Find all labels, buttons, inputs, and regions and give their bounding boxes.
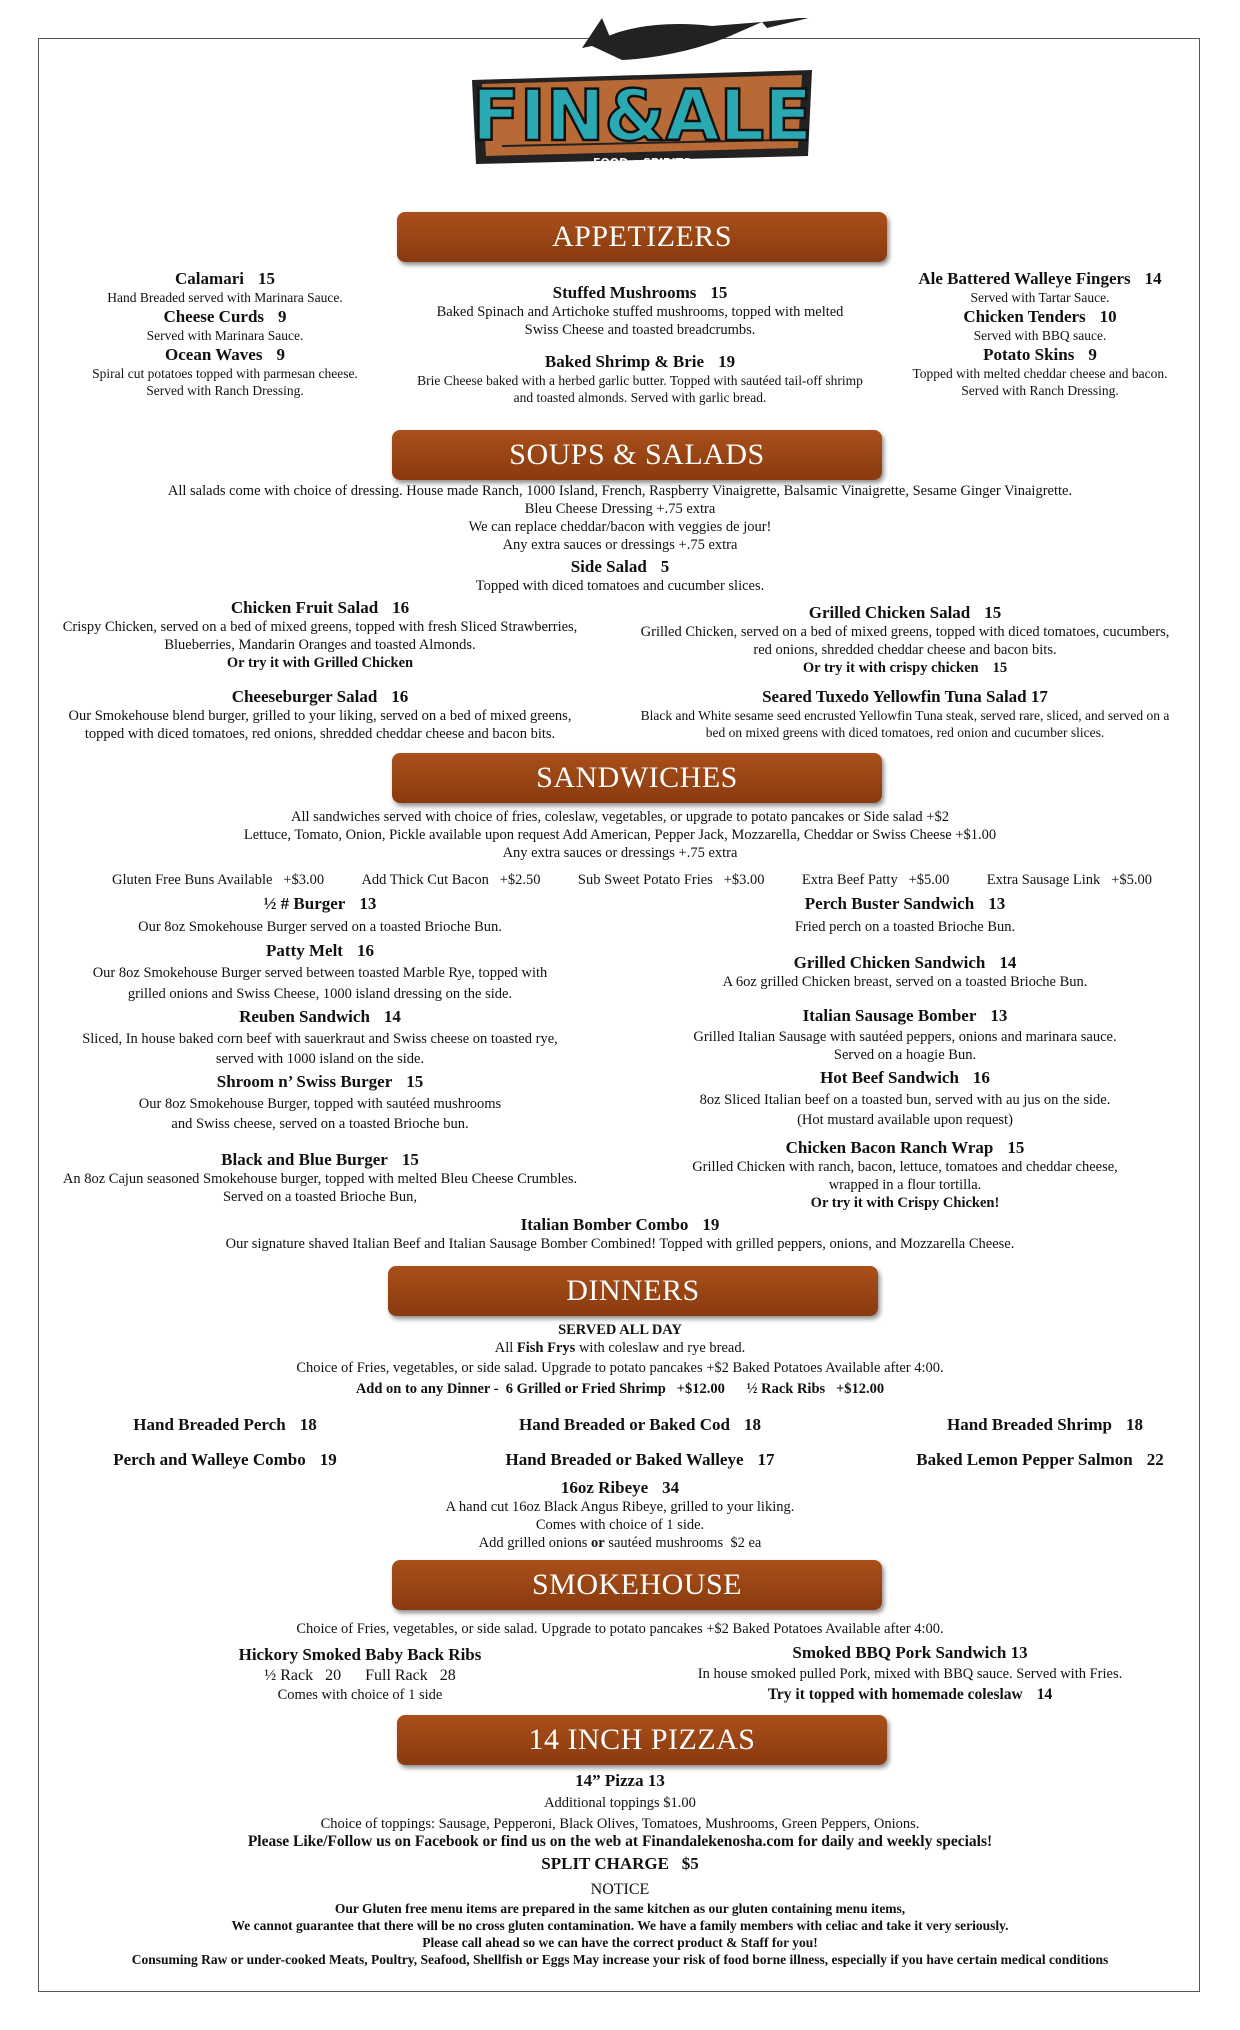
appetizers-banner: APPETIZERS [397, 212, 887, 262]
lemon-pepper-salmon: Baked Lemon Pepper Salmon 22 [916, 1450, 1164, 1469]
walleye-fingers-desc: Served with Tartar Sauce. [970, 290, 1110, 305]
appetizers-center-column [400, 282, 880, 406]
walleye-fingers-item: Ale Battered Walleye Fingers 14 [918, 269, 1162, 288]
chicken-tenders-item: Chicken Tenders 10 [963, 307, 1117, 326]
breaded-or-baked-cod: Hand Breaded or Baked Cod 18 [519, 1415, 761, 1434]
potato-skins-item: Potato Skins 9 [983, 345, 1097, 364]
side-salad-item: Side Salad 5 [570, 557, 670, 576]
potato-skins-desc: Topped with melted cheddar cheese and bacon. [912, 366, 1168, 381]
sandwiches-right-column: Perch Buster Sandwich 13 Fried perch on a toasted Brioche Bun. Grilled Chicken Sandwich 14 A 6oz grilled Chicken breast, served on a toasted Brioche Bun. Italian Sausage Bomber 13 Grilled Italian Sausage with sautéed peppers, onions and marinara sauce. Served on a hoagie Bun. Hot Beef Sandwich 16 8oz Sliced Italian beef on a toasted bun, served with au jus on the side. (Hot mustard available upon request) Chicken Bacon Ranch Wrap 15 Grilled Chicken with ranch, bacon, lettuce, tomatoes and cheddar cheese, wrapped in a flour tortilla. Or try it with Crispy Chicken! [692, 894, 1118, 1211]
perch-walleye-combo: Perch and Walleye Combo 19 [113, 1450, 337, 1469]
notice-section: NOTICE Our Gluten free menu items are prepared in the same kitchen as our gluten containing menu items, We cannot guarantee that there will be no cross gluten contamination. We have a family members with celiac and take it very seriously. Please call ahead so we can have the correct product & Staff for you! Consuming Raw or under-cooked Meats, Poultry, Seafood, Shellfish or Eggs May increase your risk of food borne illness, especially if you have certain medical conditions [131, 1881, 1109, 1967]
ocean-waves-item: Ocean Waves 9 [165, 345, 285, 364]
grilled-chicken-salad: Grilled Chicken Salad 15 Grilled Chicken, served on a bed of mixed greens, topped with diced tomatoes, cucumbers, red onions, shredded cheddar cheese and bacon bits. Or try it with crispy chicken 15 [640, 603, 1170, 676]
chicken-tenders-desc: Served with BBQ sauce. [973, 328, 1107, 343]
bbq-pork-sandwich: Smoked BBQ Pork Sandwich 13 In house smoked pulled Pork, mixed with BBQ sauce. Served with Fries. Try it topped with homemade coleslaw 14 [697, 1643, 1123, 1703]
sandwiches-left-column: ½ # Burger 13 Our 8oz Smokehouse Burger served on a toasted Brioche Bun. Patty Melt 16 Our 8oz Smokehouse Burger served between toasted Marble Rye, topped with grilled onions and Swiss Cheese, 1000 island dressing on the side. Reuben Sandwich 14 Sliced, In house baked corn beef with sauerkraut and Swiss cheese on toasted rye, served with 1000 island on the side. Shroom n’ Swiss Burger 15 Our 8oz Smokehouse Burger, topped with sautéed mushrooms and Swiss cheese, served on a toasted Brioche bun. Black and Blue Burger 15 An 8oz Cajun seasoned Smokehouse burger, topped with melted Bleu Cheese Crumbles. Served on a toasted Brioche Bun, [62, 894, 578, 1205]
smokehouse-banner: SMOKEHOUSE [392, 1560, 882, 1610]
pizzas-banner: 14 INCH PIZZAS [397, 1715, 887, 1765]
hand-breaded-perch: Hand Breaded Perch 18 [133, 1415, 317, 1434]
breaded-or-baked-walleye: Hand Breaded or Baked Walleye 17 [505, 1450, 775, 1469]
hand-breaded-shrimp: Hand Breaded Shrimp 18 [946, 1415, 1143, 1434]
dinners-banner: DINNERS [388, 1266, 878, 1316]
svg-text:FOOD • SPIRITS: FOOD • SPIRITS [592, 156, 692, 169]
sandwiches-banner: SANDWICHES [392, 753, 882, 803]
shrimp-brie-desc: Brie Cheese baked with a herbed garlic butter. Topped with sautéed tail-off shrimp [417, 373, 863, 388]
cheese-curds-desc: Served with Marinara Sauce. [146, 328, 304, 343]
pizza-item: 14” Pizza 13 [575, 1771, 665, 1790]
italian-bomber-combo: Italian Bomber Combo 19 Our signature shaved Italian Beef and Italian Sausage Bomber Combined! Topped with grilled peppers, onions, and Mozzarella Cheese. [225, 1215, 1015, 1252]
svg-text:FIN&ALE: FIN&ALE [471, 75, 813, 157]
calamari-item: Calamari 15 [175, 269, 275, 288]
sandwiches-intro: All sandwiches served with choice of fries, coleslaw, vegetables, or upgrade to potato pancakes or Side salad +$2 Lettuce, Tomato, Onion, Pickle available upon request Add American, Pepper Jack, Mozzarella, Cheddar or Swiss Cheese +$1.00 Any extra sauces or dressings +.75 extra [243, 809, 997, 861]
marlin-logo-icon [462, 18, 822, 176]
chicken-fruit-salad: Chicken Fruit Salad 16 Crispy Chicken, served on a bed of mixed greens, topped with fresh Sliced Strawberries, Blueberries, Mandarin Oranges and toasted Almonds. Or try it with Grilled Chicken [62, 598, 578, 671]
ocean-waves-desc2: Served with Ranch Dressing. [146, 383, 304, 398]
fin-and-ale-logo [462, 18, 822, 176]
shrimp-brie-item: Baked Shrimp & Brie 19 [544, 352, 736, 371]
salads-intro: All salads come with choice of dressing. House made Ranch, 1000 Island, French, Raspberry Vinaigrette, Balsamic Vinaigrette, Sesame Ginger Vinaigrette. Bleu Cheese Dressing +.75 extra We can replace cheddar/bacon with veggies de jour! Any extra sauces or dressings +.75 extra Side Salad 5 Topped with diced tomatoes and cucumber slices. [60, 482, 1180, 595]
stuffed-mushrooms-desc2: Swiss Cheese and toasted breadcrumbs. [524, 322, 756, 338]
stuffed-mushrooms-desc: Baked Spinach and Artichoke stuffed mushrooms, topped with melted [436, 304, 844, 320]
calamari-desc: Hand Breaded served with Marinara Sauce. [107, 290, 343, 305]
sandwich-addons: Gluten Free Buns Available +$3.00 Add Thick Cut Bacon +$2.50 Sub Sweet Potato Fries +$3.00 Extra Beef Patty +$5.00 Extra Sausage Link +$5.00 [112, 872, 1152, 888]
pizza-section: 14” Pizza 13 Additional toppings $1.00 Choice of toppings: Sausage, Pepperoni, Black Olives, Tomatoes, Mushrooms, Green Peppers, Onions. Please Like/Follow us on Facebook or find us on the web at Finandalekenosha.com for daily and weekly specials! SPLIT CHARGE $5 [60, 1770, 1180, 1874]
tuna-salad: Seared Tuxedo Yellowfin Tuna Salad 17 Black and White sesame seed encrusted Yellowfin Tuna steak, served rare, sliced, and served on a bed on mixed greens with diced tomatoes, red onion and cucumber slices. [640, 687, 1170, 740]
baby-back-ribs: Hickory Smoked Baby Back Ribs ½ Rack 20 Full Rack 28 Comes with choice of 1 side [238, 1645, 482, 1703]
appetizers-right-column [880, 268, 1200, 399]
appetizers-left-column [60, 268, 390, 399]
cheeseburger-salad: Cheeseburger Salad 16 Our Smokehouse blend burger, grilled to your liking, served on a bed of mixed greens, topped with diced tomatoes, red onions, shredded cheddar cheese and bacon bits. [68, 687, 572, 742]
potato-skins-desc2: Served with Ranch Dressing. [961, 383, 1119, 398]
smokehouse-intro: Choice of Fries, vegetables, or side salad. Upgrade to potato pancakes +$2 Baked Potatoes Available after 4:00. [296, 1621, 944, 1637]
side-salad-desc: Topped with diced tomatoes and cucumber slices. [475, 578, 765, 594]
ocean-waves-desc: Spiral cut potatoes topped with parmesan cheese. [92, 366, 358, 381]
ribeye-item: 16oz Ribeye 34 A hand cut 16oz Black Angus Ribeye, grilled to your liking. Comes with choice of 1 side. Add grilled onions or sautéed mushrooms $2 ea [445, 1478, 795, 1551]
dinners-intro: SERVED ALL DAY All Fish Frys with coleslaw and rye bread. Choice of Fries, vegetables, or side salad. Upgrade to potato pancakes +$2 Baked Potatoes Available after 4:00. Add on to any Dinner - 6 Grilled or Fried Shrimp +$12.00 ½ Rack Ribs +$12.00 [296, 1322, 944, 1397]
stuffed-mushrooms-item: Stuffed Mushrooms 15 [552, 283, 728, 302]
soups-salads-banner: SOUPS & SALADS [392, 430, 882, 480]
shrimp-brie-desc2: and toasted almonds. Served with garlic bread. [513, 390, 767, 405]
cheese-curds-item: Cheese Curds 9 [163, 307, 287, 326]
split-charge: SPLIT CHARGE $5 [541, 1854, 699, 1873]
social-note: Please Like/Follow us on Facebook or find us on the web at Finandalekenosha.com for daily and weekly specials! [247, 1833, 993, 1850]
